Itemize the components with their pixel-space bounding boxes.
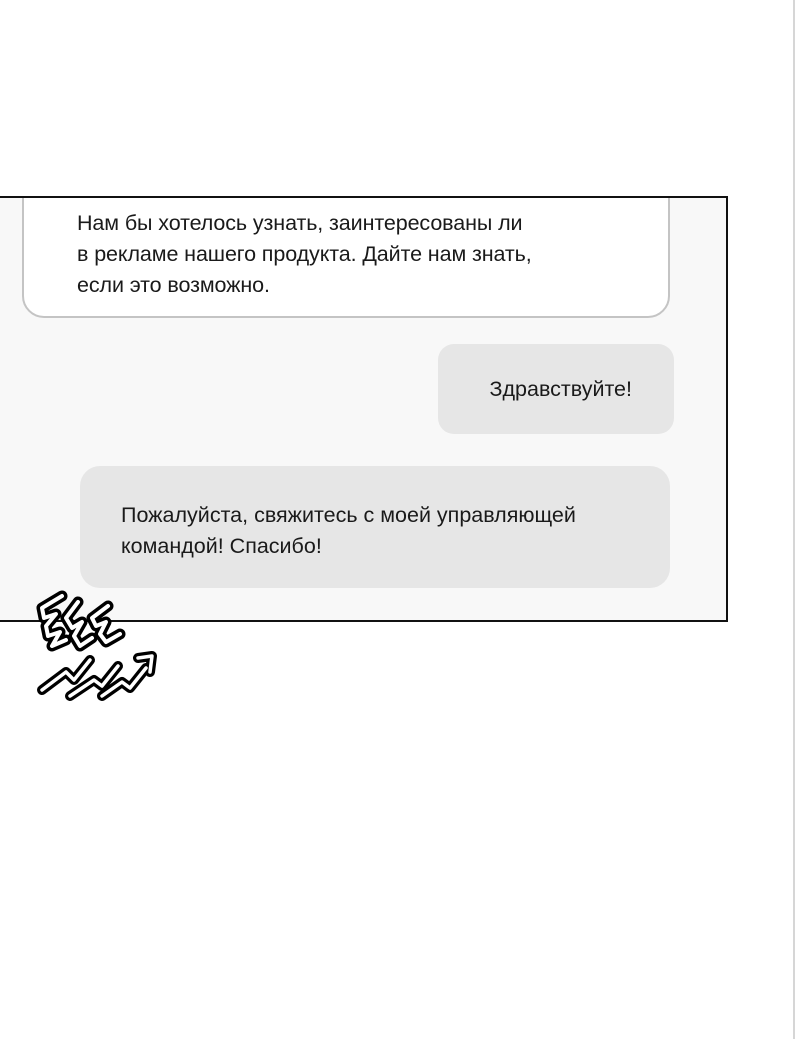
- message-bubble-incoming-2: [80, 466, 670, 588]
- typing-sfx-icon: [22, 588, 158, 706]
- message-text-incoming-1: Нам бы хотелось узнать, заинтересованы ли в рекламе нашего продукта. Дайте нам знать, если это возможно.: [77, 211, 532, 297]
- message-text-outgoing: Здравствуйте!: [489, 377, 632, 401]
- message-bubble-outgoing: [438, 344, 674, 434]
- message-text-incoming-2: Пожалуйста, свяжитесь с моей управляющей командой! Спасибо!: [121, 503, 576, 558]
- page-edge-line: [793, 0, 795, 1039]
- chat-panel: [0, 196, 728, 622]
- message-bubble-incoming-1: [22, 196, 670, 318]
